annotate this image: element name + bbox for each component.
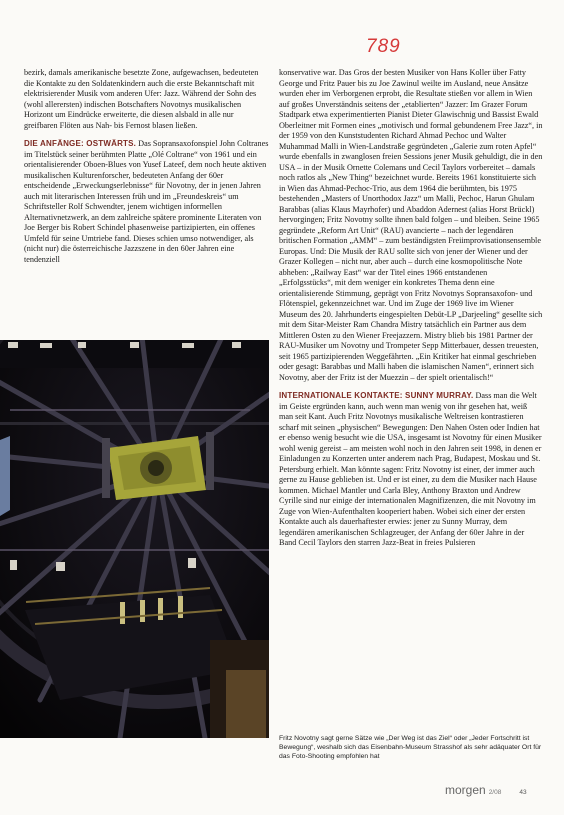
issue-number: 2/08 bbox=[488, 789, 502, 796]
section-heading-contacts: INTERNATIONALE KONTAKTE: SUNNY MURRAY. bbox=[279, 391, 474, 400]
contacts-body: Dass man die Welt im Geiste ergründen kann, auch wenn man wenig von ihr gesehen hat, weiß man seit Kant. Auch Fritz Novotnys musikalische Weltreisen kontrastieren scharf mit seinen „physischen“ Bewegungen: Den Nahen Osten oder Indien hat er ebenso wenig besucht wie die USA, insgesamt ist Novotny für einen Musiker wohl wenig gereist – am meisten wohl noch in den Jahren seit 1998, in denen er Einladungen zu Konzerten unter anderem nach Prag, Budapest, Moskau und St. Petersburg erhielt. Man könnte sagen: Fritz Novotny ist einer, der immer auch gerne zu Hause geblieben ist. Und er ist einer, zu dem die Musiker nach Hause kommen. Michael Mantler und Carla Bley, Anthony Braxton und Andrew Cyrille sind nur einige der internationalen Magnifizenzen, die mit Novotny im Zuge von Wien-Aufenthalten kooperiert haben. Wobei sich einer der ersten Kontakte auch als dauerhaftester erwies: jener zu Sunny Murray, dem legendären amerikanischen Schlagzeuger, der Anfang der 60er Jahre in der Band Cecil Taylors den starren Jazz-Beat in freies Pulsieren bbox=[279, 391, 542, 547]
beginnings-body: Das Sopransaxofonspiel John Coltranes im Titelstück seiner berühmten Platte „Olé Coltrane“ von 1961 und ein orientalisierender Oboen-Blues von Yusef Lateef, dem noch heute aktiven musikalischen Kulturenforscher, bedeuteten Anfang der 60er entscheidende „Erweckungserlebnisse“ für Novotny, der in jenen Jahren auch mit literarischen Interessen früh und im „Freundeskreis“ um Schriftsteller Rolf Schwendter, jenem wichtigen informellen Alternativnetzwerk, an dem zahlreiche spätere prominente Literaten von Joe Berger bis Robert Schindel phasenweise partizipierten, ein offenes Umfeld für seine Umtriebe fand. Dieses schien umso notwendiger, als (nicht nur) die österreichische Jazzszene in den 60er Jahren eine tendenziell bbox=[24, 139, 269, 264]
section-heading-beginnings: DIE ANFÄNGE: OSTWÄRTS. bbox=[24, 139, 137, 148]
right-paragraph-1: konservative war. Das Gros der besten Musiker von Hans Koller über Fatty George und Fritz Pauer bis zu Joe Zawinul weilte im Ausland, neue Ansätze wurden eher im Verborgenen erprobt, die Resultate stießen vor allem in Wien auf großes Unverständnis seitens der „etablierten“ Jazzer: Im Grazer Forum Stadtpark etwa experimentierten Pianist Dieter Glawischnig und Bassist Ewald Oberleitner mit Formen eines „motivisch und formal gebundenem Free Jazz“, in der 1959 von den Kunststudenten Richard Ahmad Pechoc und Walter Muhammad Malli in Wien-Landstraße gegründeten „Galerie zum roten Apfel“ wurde ebenfalls in zwanglosen freien Sessions jener Musik gehuldigt, die in den USA – in der Musik Ornette Colemans und Cecil Taylors vorbereitet – damals noch ratlos als „New Thing“ bezeichnet wurde. Bereits 1961 konstituierte sich in Wien das Ahmad-Pechoc-Trio, aus dem 1964 die berühmten, bis 1975 bestehenden „Masters of Unorthodox Jazz“ um Malli, Pechoc, Harun Ghulam Barabbas (alias Klaus Mayrhofer) und Abaddon Adernest (alias Horst Brückl) hervorgingen; Fritz Novotny sollte ihnen bald folgen – und bleiben. Seine 1965 gegründete „Reform Art Unit“ (RAU) avancierte – nach der legendären britischen Formation „AMM“ – zum beständigsten Freiimprovisationsensemble Europas. Und: Die Musik der RAU sollte sich von jener der Wiener und der Grazer Kollegen – nicht nur, aber auch – durch eine kosmopolitische Note abheben: „Railway East“ war der Titel eines 1966 entstandenen „Erfolgsstücks“, mit dem weniger ein konkretes Thema denn eine orientalisierende Stimmung, geprägt von Fritz Novotnys Sopransaxofon- und Flötenspiel, gekennzeichnet war. Und im Zuge der 1969 live im Wiener Museum des 20. Jahrhunderts eingespielten Debüt-LP „Darjeeling“ gesellte sich mit dem Sitar-Meister Ram Chandra Mistry tatsächlich ein Partner aus dem Mittleren Osten zu den Wiener Freejazzern. Mistry blieb bis 1981 Partner der RAU-Musiker um Novotny und Trompeter Sepp Mitterbauer, dessen treuesten, seit 1965 partizipierenden Weggefährten. „Ein Kritiker hat einmal geschrieben oder gesagt: Barabbas und Malli haben die islamischen Namen“, erinnert sich Novotny, aber der Fritz ist der Muezzin – der spielt orientalisch!“ bbox=[279, 68, 543, 382]
intro-paragraph: bezirk, damals amerikanische besetzte Zone, aufgewachsen, bedeuteten die Kontakte zu den Soldatenkindern auch die erste Bekanntschaft mit elektrisierender Musik vom anderen Ufer: Jazz. Während der Sohn des (wohl allerersten) indischen Botschafters Novotnys musikalischen Horizont um Eindrücke erweiterte, die diesen alsbald in alle nur greifbaren Flöten aus Nah- bis Fernost blasen ließen. bbox=[24, 68, 259, 130]
page-number: 43 bbox=[519, 789, 527, 796]
handwritten-page-number: 789 bbox=[366, 36, 401, 57]
beginnings-paragraph bbox=[24, 139, 269, 265]
left-column bbox=[24, 68, 269, 265]
locomotive-wheel-photo bbox=[0, 340, 269, 738]
right-column bbox=[279, 68, 543, 549]
wheel-illustration bbox=[0, 340, 269, 738]
photo-caption: Fritz Novotny sagt gerne Sätze wie „Der Weg ist das Ziel“ oder „Jeder Fortschritt ist Bewegung“, weshalb sich das Eisenbahn-Museum Strasshof als sehr adäquater Ort für das Foto-Shooting empfohlen hat bbox=[279, 735, 542, 760]
magazine-name: morgen bbox=[445, 783, 486, 797]
page-footer bbox=[445, 781, 527, 799]
contacts-paragraph bbox=[279, 391, 543, 549]
